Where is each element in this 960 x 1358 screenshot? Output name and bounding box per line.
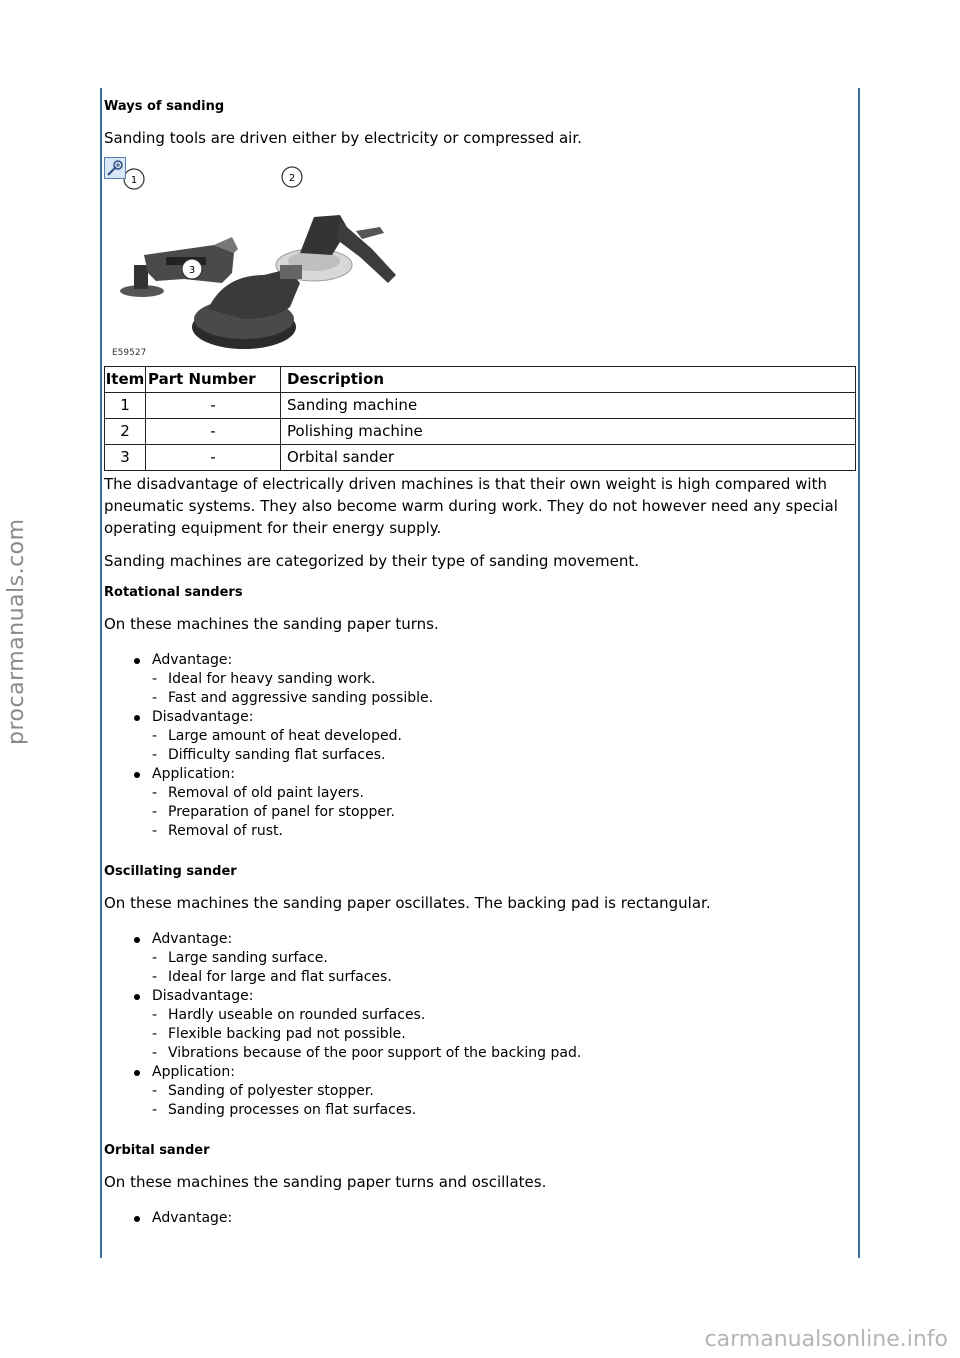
svg-text:2: 2 xyxy=(288,173,296,184)
list-item xyxy=(134,651,856,708)
svg-text:3: 3 xyxy=(188,265,196,276)
list-item xyxy=(134,930,856,987)
cell-part-number: - xyxy=(146,393,281,419)
cell-description: Sanding machine xyxy=(281,393,856,419)
list-item: - Vibrations because of the poor support of the backing pad. xyxy=(152,1044,856,1063)
categorized-text: Sanding machines are categorized by their type of sanding movement. xyxy=(104,552,640,570)
advantage-label: Advantage: xyxy=(152,931,233,947)
cell-part-number: - xyxy=(146,445,281,471)
list-item xyxy=(134,708,856,765)
rotational-list xyxy=(104,651,856,841)
table-header-row xyxy=(105,367,856,393)
list-item: - Fast and aggressive sanding possible. xyxy=(152,689,856,708)
list-item: - Preparation of panel for stopper. xyxy=(152,803,856,822)
callout-1 xyxy=(124,169,144,189)
sanding-tools-figure xyxy=(104,157,404,358)
list-item: - Removal of rust. xyxy=(152,822,856,841)
section-title-orbital: Orbital sander xyxy=(104,1143,210,1158)
advantage-label: Advantage: xyxy=(152,652,233,668)
disadvantage-label: Disadvantage: xyxy=(152,988,254,1004)
advantage-label: Advantage: xyxy=(152,1210,233,1226)
list-item: - Difficulty sanding flat surfaces. xyxy=(152,746,856,765)
list-item xyxy=(134,765,856,841)
svg-text:1: 1 xyxy=(130,175,138,186)
callout-3 xyxy=(182,259,202,279)
left-border-rule xyxy=(100,88,102,1258)
right-border-rule xyxy=(858,88,860,1258)
rotational-intro: On these machines the sanding paper turns. xyxy=(104,615,439,633)
bottom-watermark: carmanualsonline.info xyxy=(704,1327,948,1352)
document-body xyxy=(104,98,856,1228)
list-item xyxy=(134,987,856,1063)
parts-table xyxy=(104,366,856,471)
cell-item: 2 xyxy=(105,419,146,445)
figure-label: E59527 xyxy=(112,348,147,358)
oscillating-list xyxy=(104,930,856,1120)
list-item: - Sanding processes on flat surfaces. xyxy=(152,1101,856,1120)
header-item: Item xyxy=(105,367,146,393)
cell-item: 1 xyxy=(105,393,146,419)
list-item xyxy=(134,1063,856,1120)
section-title-oscillating: Oscillating sander xyxy=(104,864,237,879)
side-watermark: procarmanuals.com xyxy=(4,518,29,745)
cell-description: Polishing machine xyxy=(281,419,856,445)
list-item: - Large amount of heat developed. xyxy=(152,727,856,746)
application-label: Application: xyxy=(152,1064,235,1080)
tool-1-sanding-machine xyxy=(120,237,238,297)
orbital-list xyxy=(104,1209,856,1228)
ways-intro: Sanding tools are driven either by electricity or compressed air. xyxy=(104,129,582,147)
table-row xyxy=(105,419,856,445)
list-item: - Ideal for large and flat surfaces. xyxy=(152,968,856,987)
sanding-tools-illustration xyxy=(104,157,404,355)
callout-2 xyxy=(282,167,302,187)
list-item: - Large sanding surface. xyxy=(152,949,856,968)
cell-part-number: - xyxy=(146,419,281,445)
table-row xyxy=(105,393,856,419)
orbital-intro: On these machines the sanding paper turns and oscillates. xyxy=(104,1173,547,1191)
header-part-number: Part Number xyxy=(146,367,281,393)
list-item: - Ideal for heavy sanding work. xyxy=(152,670,856,689)
electric-disadvantage-text: The disadvantage of electrically driven machines is that their own weight is high compared with pneumatic systems. They also become warm during work. They do not however need any special operating equipment for their energy supply. xyxy=(104,475,838,537)
oscillating-intro: On these machines the sanding paper oscillates. The backing pad is rectangular. xyxy=(104,894,711,912)
list-item: - Flexible backing pad not possible. xyxy=(152,1025,856,1044)
section-title-rotational: Rotational sanders xyxy=(104,585,243,600)
list-item: - Removal of old paint layers. xyxy=(152,784,856,803)
cell-item: 3 xyxy=(105,445,146,471)
cell-description: Orbital sander xyxy=(281,445,856,471)
list-item xyxy=(134,1209,856,1228)
section-title-ways: Ways of sanding xyxy=(104,99,225,114)
list-item: - Sanding of polyester stopper. xyxy=(152,1082,856,1101)
disadvantage-label: Disadvantage: xyxy=(152,709,254,725)
table-row xyxy=(105,445,856,471)
application-label: Application: xyxy=(152,766,235,782)
zoom-icon[interactable] xyxy=(104,157,126,179)
list-item: - Hardly useable on rounded surfaces. xyxy=(152,1006,856,1025)
header-description: Description xyxy=(281,367,856,393)
